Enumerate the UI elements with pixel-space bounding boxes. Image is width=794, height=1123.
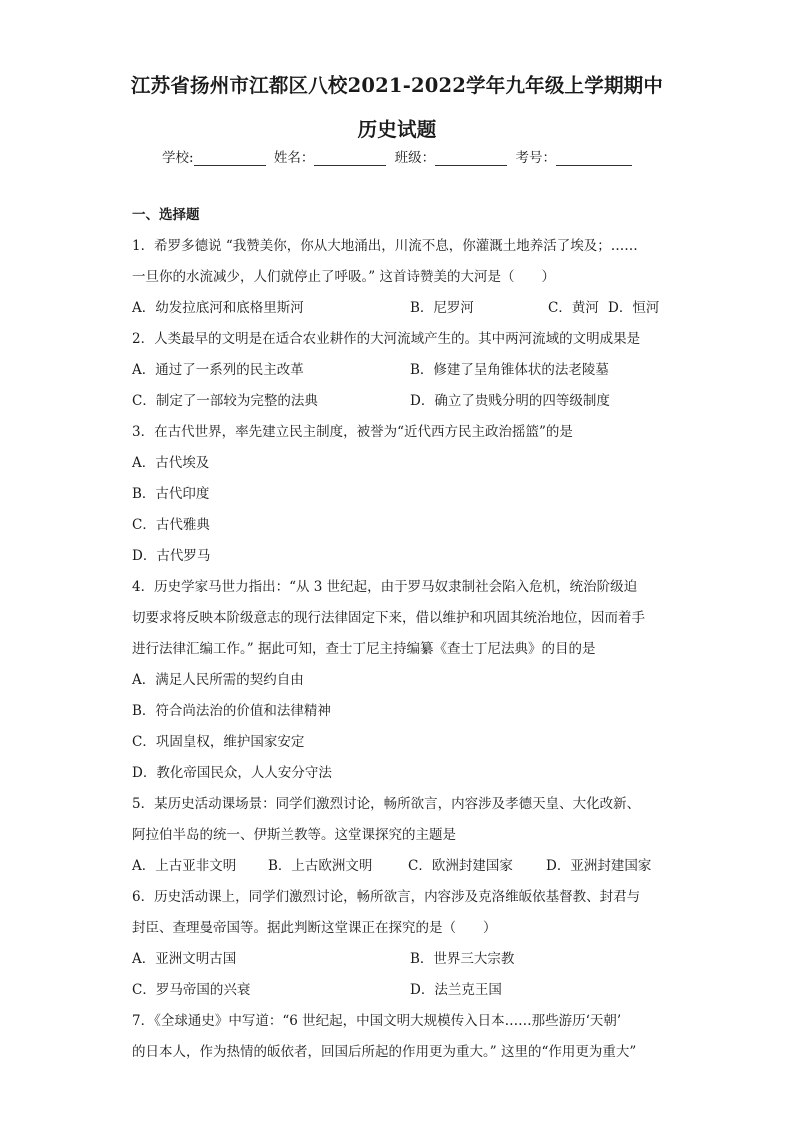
question-5-stem-line-1: 5．某历史活动课场景：同学们激烈讨论，畅所欲言，内容涉及孝德天皇、大化改新、 bbox=[132, 796, 641, 812]
question-5-option-a[interactable]: A．上古亚非文明 bbox=[132, 858, 237, 874]
question-4-stem-line-3: 进行法律汇编工作。” 据此可知，查士丁尼主持编纂《查士丁尼法典》的目的是 bbox=[132, 641, 596, 657]
name-label: 姓名： bbox=[273, 150, 315, 166]
question-6-stem-line-2: 封臣、查理曼帝国等。据此判断这堂课正在探究的是（ ） bbox=[132, 920, 497, 936]
question-1-stem-line-2: 一旦你的水流减少，人们就停止了呼吸。” 这首诗赞美的大河是（ ） bbox=[132, 269, 555, 285]
question-2-options-row-1 bbox=[132, 355, 662, 386]
school-label: 学校: bbox=[162, 150, 194, 166]
question-2-option-c[interactable]: C．制定了一部较为完整的法典 bbox=[132, 393, 318, 409]
question-3-option-b[interactable]: B．古代印度 bbox=[132, 486, 210, 502]
question-6-stem-line-1: 6．历史活动课上，同学们激烈讨论，畅所欲言，内容涉及克洛维皈依基督教、封君与 bbox=[132, 889, 641, 905]
question-5-option-b[interactable]: B．上古欧洲文明 bbox=[268, 858, 373, 874]
question-5-options bbox=[132, 851, 662, 882]
question-3-option-d[interactable]: D．古代罗马 bbox=[132, 548, 211, 564]
question-7-stem-line-1: 7．《全球通史》中写道：“6 世纪起，中国文明大规模传入日本……那些游历‘天朝’ bbox=[132, 1013, 622, 1029]
question-6-option-b[interactable]: B．世界三大宗教 bbox=[410, 951, 515, 967]
question-4-option-d[interactable]: D．教化帝国民众，人人安分守法 bbox=[132, 765, 332, 781]
question-1-option-a[interactable]: A．幼发拉底河和底格里斯河 bbox=[132, 300, 304, 316]
page-subtitle: 历史试题 bbox=[357, 118, 437, 141]
name-blank[interactable] bbox=[314, 151, 386, 166]
section-title: 一、选择题 bbox=[132, 207, 200, 223]
exam-number-label: 考号： bbox=[515, 150, 556, 166]
question-6-options-row-1 bbox=[132, 944, 662, 975]
question-2-stem-line-1: 2．人类最早的文明是在适合农业耕作的大河流域产生的。其中两河流域的文明成果是 bbox=[132, 331, 641, 347]
class-blank[interactable] bbox=[435, 151, 507, 166]
question-2-option-b[interactable]: B．修建了呈角锥体状的法老陵墓 bbox=[410, 362, 609, 378]
question-6-options-row-2 bbox=[132, 975, 662, 1006]
question-3-option-c[interactable]: C．古代雅典 bbox=[132, 517, 210, 533]
question-1-option-c[interactable]: C．黄河 bbox=[548, 300, 599, 316]
question-1-option-b[interactable]: B．尼罗河 bbox=[410, 300, 474, 316]
question-6-option-a[interactable]: A．亚洲文明古国 bbox=[132, 951, 237, 967]
question-2-option-d[interactable]: D．确立了贵贱分明的四等级制度 bbox=[410, 393, 610, 409]
question-4-stem-line-1: 4．历史学家马世力指出：“从 3 世纪起，由于罗马奴隶制社会陷入危机，统治阶级迫 bbox=[132, 579, 638, 595]
question-2-options-row-2 bbox=[132, 386, 662, 417]
question-5-option-d[interactable]: D．亚洲封建国家 bbox=[546, 858, 652, 874]
page-title: 江苏省扬州市江都区八校2021-2022学年九年级上学期期中 bbox=[130, 74, 664, 97]
question-3-stem-line-1: 3．在古代世界，率先建立民主制度，被誉为“近代西方民主政治摇篮”的是 bbox=[132, 424, 573, 440]
question-6-option-d[interactable]: D．法兰克王国 bbox=[410, 982, 502, 998]
school-blank[interactable] bbox=[194, 151, 266, 166]
question-7-stem-line-2: 的日本人，作为热情的皈依者，回国后所起的作用更为重大。” 这里的“作用更为重大” bbox=[132, 1044, 637, 1060]
question-2-option-a[interactable]: A．通过了一系列的民主改革 bbox=[132, 362, 304, 378]
question-5-option-c[interactable]: C．欧洲封建国家 bbox=[408, 858, 513, 874]
question-6-option-c[interactable]: C．罗马帝国的兴衰 bbox=[132, 982, 251, 998]
question-4-option-c[interactable]: C．巩固皇权，维护国家安定 bbox=[132, 734, 305, 750]
student-info-row bbox=[0, 146, 794, 166]
exam-number-blank[interactable] bbox=[556, 151, 632, 166]
question-list bbox=[132, 200, 662, 1068]
question-4-stem-line-2: 切要求将反映本阶级意志的现行法律固定下来，借以维护和巩固其统治地位，因而着手 bbox=[132, 610, 645, 626]
question-1-option-d[interactable]: D．恒河 bbox=[608, 300, 660, 316]
question-1-options bbox=[132, 293, 662, 324]
question-4-option-a[interactable]: A．满足人民所需的契约自由 bbox=[132, 672, 304, 688]
question-4-option-b[interactable]: B．符合尚法治的价值和法律精神 bbox=[132, 703, 331, 719]
question-1-stem-line-1: 1．希罗多德说 “我赞美你，你从大地涌出，川流不息，你灌溉土地养活了埃及；…… bbox=[132, 238, 638, 254]
class-label: 班级： bbox=[394, 150, 436, 166]
question-5-stem-line-2: 阿拉伯半岛的统一、伊斯兰教等。这堂课探究的主题是 bbox=[132, 827, 456, 843]
question-3-option-a[interactable]: A．古代埃及 bbox=[132, 455, 210, 471]
